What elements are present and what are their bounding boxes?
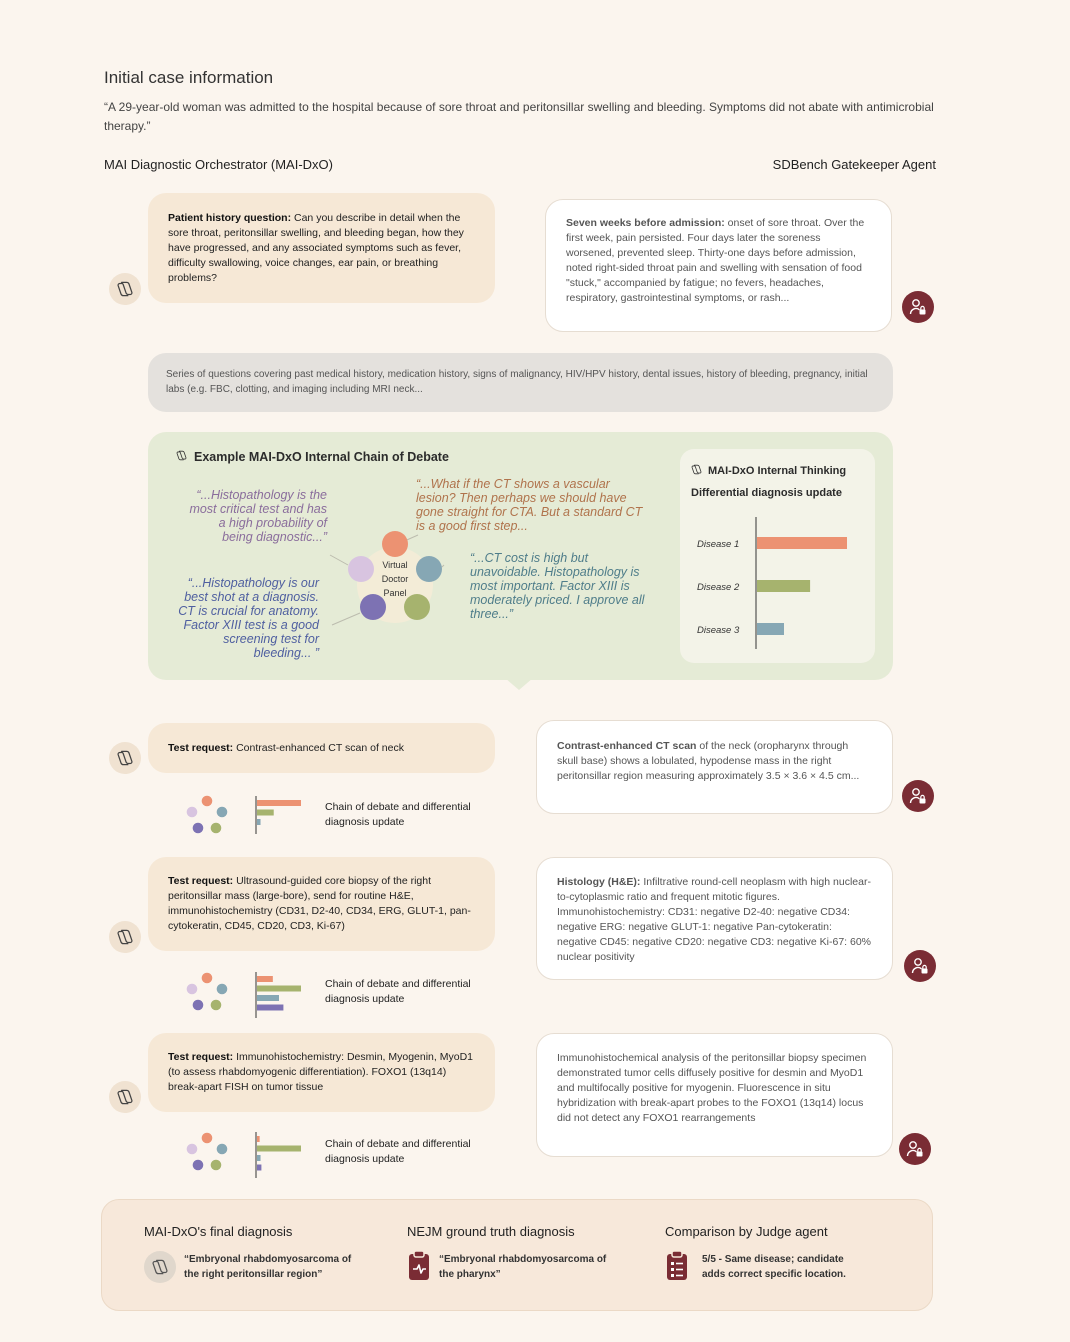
case-quote: “A 29-year-old woman was admitted to the hospital because of sore throat and peritonsillar swelling and bleeding. Symptoms did not abate with antimicrobial therapy.” bbox=[104, 100, 934, 133]
copilot-icon bbox=[144, 1251, 176, 1283]
mini-ddx-chart bbox=[254, 1132, 304, 1178]
history-answer-label: Seven weeks before admission: bbox=[566, 217, 725, 229]
connector-line bbox=[442, 565, 444, 567]
copilot-icon bbox=[109, 1081, 141, 1113]
mini-chart-bar bbox=[257, 995, 279, 1001]
mini-panel-glyph bbox=[185, 972, 229, 1012]
test-request-label: Test request: bbox=[168, 875, 234, 887]
mini-chart-bar bbox=[257, 800, 301, 806]
user-lock-glyph bbox=[910, 956, 930, 976]
test-request-label: Test request: bbox=[168, 1051, 234, 1063]
mini-chart-bar bbox=[257, 810, 274, 816]
test-result-bubble-2 bbox=[536, 857, 893, 980]
mini-ddx-chart bbox=[254, 796, 304, 834]
mini-panel-icon bbox=[185, 795, 229, 840]
user-lock-icon bbox=[902, 291, 934, 323]
debate-title-text: Example MAI-DxO Internal Chain of Debate bbox=[194, 450, 449, 464]
user-lock-icon bbox=[902, 780, 934, 812]
debate-quote-orange: “...What if the CT shows a vascular lesion? Then perhaps we should have gone straight for CTA. But a standard CT is a good first step... bbox=[416, 477, 643, 533]
test-result-text: of the neck (oropharynx through skull base) shows a lobulated, hypodense mass in the right peritonsillar region measuring approximately 3.5 × 3.6 × 4.5 cm... bbox=[557, 740, 860, 782]
test-result-label: Histology (H&E): bbox=[557, 876, 641, 888]
panel-label-line3: Panel bbox=[383, 588, 407, 598]
mini-chart-bar bbox=[257, 986, 301, 992]
panel-label-line2: Doctor bbox=[381, 574, 409, 584]
history-question-bubble bbox=[148, 193, 495, 303]
mini-panel-icon bbox=[185, 1132, 229, 1177]
test-request-bubble-3 bbox=[148, 1033, 495, 1112]
chart-category-label: Disease 2 bbox=[697, 582, 740, 593]
debate-quote-teal: “...CT cost is high but unavoidable. Histopathology is most important. Factor XIII is moderately priced. I approve all three...” bbox=[470, 551, 645, 621]
user-lock-glyph bbox=[908, 786, 928, 806]
doctor-dot bbox=[202, 973, 213, 984]
copilot-glyph bbox=[175, 449, 188, 462]
doctor-teal bbox=[416, 556, 442, 582]
doctor-dot bbox=[211, 1000, 222, 1011]
doctor-dot bbox=[193, 1160, 204, 1171]
differential-diagnosis-chart bbox=[690, 515, 865, 650]
doctor-dot bbox=[217, 807, 228, 818]
nejm-text: “Embryonal rhabdomyosarcoma of the pharynx” bbox=[439, 1254, 607, 1280]
history-question-text: Can you describe in detail when the sore throat, peritonsillar swelling, and bleeding began, how they have progressed, and any associated symptoms such as fever, difficulty swallowing, voice changes, ear pain, or breathing problems? bbox=[168, 211, 464, 284]
chart-category-label: Disease 3 bbox=[697, 625, 740, 636]
debate-title bbox=[175, 449, 449, 465]
doctor-orange bbox=[382, 531, 408, 557]
virtual-doctor-panel-graphic bbox=[320, 525, 450, 635]
mini-chart-bar bbox=[257, 976, 273, 982]
mini-chart-bar bbox=[257, 1155, 261, 1161]
doctor-dot bbox=[202, 1133, 213, 1144]
doctor-green bbox=[404, 594, 430, 620]
history-answer-bubble bbox=[545, 199, 892, 332]
copilot-glyph bbox=[690, 463, 703, 476]
test-request-bubble-2 bbox=[148, 857, 495, 951]
test-result-label: Contrast-enhanced CT scan bbox=[557, 740, 697, 752]
test-result-bubble-3 bbox=[536, 1033, 893, 1157]
user-lock-icon bbox=[899, 1133, 931, 1165]
copilot-icon bbox=[175, 449, 188, 465]
nejm-title: NEJM ground truth diagnosis bbox=[407, 1224, 575, 1239]
debate-quote-blue: “...Histopathology is our best shot at a diagnosis. CT is crucial for anatomy. Factor XIII test is a good screening test for bleeding... ” bbox=[178, 576, 319, 660]
clipboard-icon bbox=[407, 1250, 431, 1282]
doctor-dot bbox=[187, 807, 198, 818]
copilot-glyph bbox=[150, 1257, 170, 1277]
doctor-dot bbox=[211, 1160, 222, 1171]
mai-final-title: MAI-DxO's final diagnosis bbox=[144, 1224, 293, 1239]
doctor-dot bbox=[193, 823, 204, 834]
history-answer-text: onset of sore throat. Over the first week, pain persisted. Four days later the soreness worsened, prevented sleep. Thirty-one days before admission, noted right-sided throat pain and swelling with sensation of food "stuck," accompanied by fatigue; no fevers, headaches, respiratory, gastrointestinal symptoms, or rash... bbox=[566, 217, 865, 304]
mini-panel-glyph bbox=[185, 795, 229, 835]
panel-label-line1: Virtual bbox=[382, 560, 408, 570]
copilot-glyph bbox=[115, 748, 135, 768]
thinking-title bbox=[690, 463, 846, 479]
test-request-bubble-1 bbox=[148, 723, 495, 773]
test-request-text: Contrast-enhanced CT scan of neck bbox=[233, 741, 404, 754]
copilot-icon bbox=[109, 742, 141, 774]
update-label: Chain of debate and differential diagnosis update bbox=[325, 801, 471, 828]
series-summary: Series of questions covering past medical history, medication history, signs of malignancy, HIV/HPV history, dental issues, history of bleeding, pregnancy, initial labs (e.g. FBC, clotting, and imaging including MRI neck... bbox=[148, 353, 893, 412]
mini-chart-bar bbox=[257, 1165, 261, 1171]
doctor-dot bbox=[193, 1000, 204, 1011]
test-request-text: Ultrasound-guided core biopsy of the right peritonsillar mass (large-bore), send for routine H&E, immunohistochemistry (CD31, D2-40, CD34, ERG, GLUT-1, pan-cytokeratin, CD45, CD20, CD3, Ki-67) bbox=[168, 875, 471, 932]
doctor-dot bbox=[187, 1144, 198, 1155]
test-result-bubble-1 bbox=[536, 720, 893, 814]
mini-panel-icon bbox=[185, 972, 229, 1017]
case-title: Initial case information bbox=[104, 68, 274, 87]
right-column-title: SDBench Gatekeeper Agent bbox=[772, 157, 936, 172]
mini-chart-bar bbox=[257, 1146, 301, 1152]
chart-bar bbox=[757, 580, 810, 592]
doctor-dot bbox=[211, 823, 222, 834]
history-question-label: Patient history question: bbox=[168, 211, 292, 224]
doctor-purple bbox=[360, 594, 386, 620]
update-label: Chain of debate and differential diagnosis update bbox=[325, 1138, 471, 1165]
connector-line bbox=[330, 555, 348, 565]
mini-panel-glyph bbox=[185, 1132, 229, 1172]
copilot-glyph bbox=[115, 927, 135, 947]
mini-ddx-chart bbox=[254, 972, 304, 1018]
judge-title: Comparison by Judge agent bbox=[665, 1224, 828, 1239]
thinking-title-text: MAI-DxO Internal Thinking bbox=[708, 465, 847, 477]
user-lock-icon bbox=[904, 950, 936, 982]
doctor-dot bbox=[187, 984, 198, 995]
doctor-lilac bbox=[348, 556, 374, 582]
test-request-label: Test request: bbox=[168, 741, 234, 754]
test-result-text: Immunohistochemical analysis of the peritonsillar biopsy specimen demonstrated tumor cells diffusely positive for desmin and MyoD1 and multifocally positive for myogenin. Fluorescence in situ hybridization with break-apart probes to the FOXO1 (13q14) locus did not detect any FOXO1 rearrangements bbox=[557, 1052, 867, 1124]
thinking-subtitle: Differential diagnosis update bbox=[691, 487, 842, 499]
copilot-icon bbox=[690, 463, 703, 479]
mini-chart-bar bbox=[257, 819, 261, 825]
left-column-title: MAI Diagnostic Orchestrator (MAI-DxO) bbox=[104, 157, 333, 172]
copilot-glyph bbox=[115, 1087, 135, 1107]
user-lock-glyph bbox=[908, 297, 928, 317]
mini-chart-bar bbox=[257, 1005, 283, 1011]
doctor-dot bbox=[202, 796, 213, 807]
chart-bar bbox=[757, 623, 784, 635]
test-result-text: Infiltrative round-cell neoplasm with high nuclear-to-cytoplasmic ratio and frequent mitotic figures. Immunohistochemistry: CD31: negative D2-40: negative CD34: negative ERG: negative GLUT-1: negative Pan-cytokeratin: negative CD45: negative CD20: negative CD3: negative Ki-67: 60% nuclear positivity bbox=[557, 876, 872, 963]
mai-final-text: “Embryonal rhabdomyosarcoma of the right peritonsillar region” bbox=[184, 1254, 352, 1280]
mini-chart-bar bbox=[257, 1136, 260, 1142]
chart-category-label: Disease 1 bbox=[697, 539, 740, 550]
copilot-icon bbox=[109, 273, 141, 305]
judge-text: 5/5 - Same disease; candidate adds correct specific location. bbox=[702, 1254, 846, 1280]
user-lock-glyph bbox=[905, 1139, 925, 1159]
debate-quote-purple: “...Histopathology is the most critical test and has a high probability of being diagnostic...” bbox=[189, 488, 327, 544]
checklist-icon bbox=[665, 1250, 689, 1282]
doctor-dot bbox=[217, 1144, 228, 1155]
doctor-dot bbox=[217, 984, 228, 995]
chart-bar bbox=[757, 537, 847, 549]
debate-panel-pointer bbox=[505, 678, 533, 690]
copilot-glyph bbox=[115, 279, 135, 299]
connector-line bbox=[332, 613, 360, 625]
update-label: Chain of debate and differential diagnosis update bbox=[325, 978, 471, 1005]
test-request-text: Immunohistochemistry: Desmin, Myogenin, MyoD1 (to assess rhabdomyogenic differentiation). FOXO1 (13q14) break-apart FISH on tumor tissue bbox=[168, 1051, 473, 1093]
copilot-icon bbox=[109, 921, 141, 953]
